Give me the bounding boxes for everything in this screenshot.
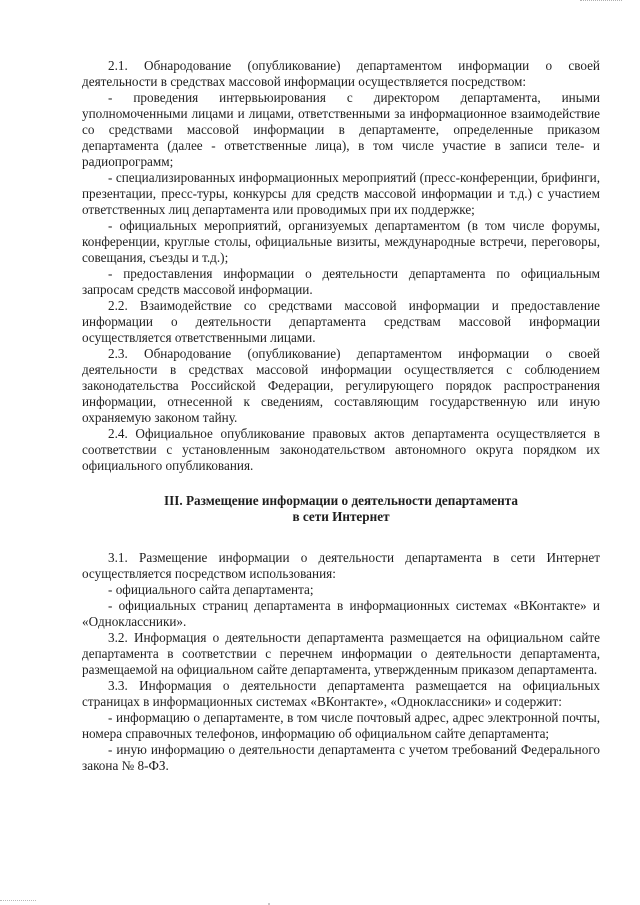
heading-line-2: в сети Интернет (292, 509, 390, 524)
paragraph-2-2: 2.2. Взаимодействие со средствами массовой информации и предоставление информации о деятельности департамента средствам массовой информации осуществляется ответственными лицами. (82, 298, 600, 345)
list-item-social-pages: - официальных страниц департамента в информационных системах «ВКонтакте» и «Одноклассники». (82, 598, 600, 629)
paragraph-2-1: 2.1. Обнародование (опубликование) департаментом информации о своей деятельности в средствах массовой информации осуществляется посредством: (82, 58, 600, 89)
list-item-other-info: - иную информацию о деятельности департамента с учетом требований Федерального закона № 8-ФЗ. (82, 742, 600, 773)
list-item-interviews: - проведения интервьюирования с директором департамента, иными уполномоченными лицами и лицами, ответственными за информационное взаимодействие со средствами массовой информации в департаменте, определенные приказом департамента (далее - ответственные лица), в том числе участие в записи теле- и радиопрограмм; (82, 90, 600, 169)
list-item-official-events: - официальных мероприятий, организуемых департаментом (в том числе форумы, конференции, круглые столы, официальные визиты, международные встречи, переговоры, совещания, съезды и т.д.); (82, 218, 600, 265)
paragraph-3-2: 3.2. Информация о деятельности департамента размещается на официальном сайте департамента в соответствии с перечнем информации о деятельности департамента, размещаемой на официальном сайте департамента, утвержденным приказом департамента. (82, 630, 600, 677)
section-3-heading (82, 493, 600, 525)
list-item-official-site: - официального сайта департамента; (108, 582, 314, 597)
heading-line-1: III. Размещение информации о деятельности департамента (164, 493, 518, 508)
list-item-department-info: - информацию о департаменте, в том числе почтовый адрес, адрес электронной почты, номера справочных телефонов, информацию об официальном сайте департамента; (82, 710, 600, 741)
document-body (82, 58, 600, 774)
scan-artifact (580, 0, 622, 4)
paragraph-3-1: 3.1. Размещение информации о деятельности департамента в сети Интернет осуществляется посредством использования: (82, 550, 600, 581)
paragraph-3-3: 3.3. Информация о деятельности департамента размещается на официальных страницах в информационных системах «ВКонтакте», «Одноклассники» и содержит: (82, 678, 600, 709)
scan-artifact-footer (0, 900, 36, 903)
paragraph-2-4: 2.4. Официальное опубликование правовых актов департамента осуществляется в соответствии с установленным законодательством автономного округа порядком их официального опубликования. (82, 426, 600, 473)
list-item-media-requests: - предоставления информации о деятельности департамента по официальным запросам средств массовой информации. (82, 266, 600, 297)
list-item-special-events: - специализированных информационных мероприятий (пресс-конференции, брифинги, презентации, пресс-туры, конкурсы для средств массовой информации и т.д.) с участием ответственных лиц департамента или проводимых при их поддержке; (82, 170, 600, 217)
paragraph-2-3: 2.3. Обнародование (опубликование) департаментом информации о своей деятельности в средствах массовой информации осуществляется с соблюдением законодательства Российской Федерации, регулирующего порядок распространения информации, отнесенной к сведениям, составляющим государственную или иную охраняемую законом тайну. (82, 346, 600, 425)
